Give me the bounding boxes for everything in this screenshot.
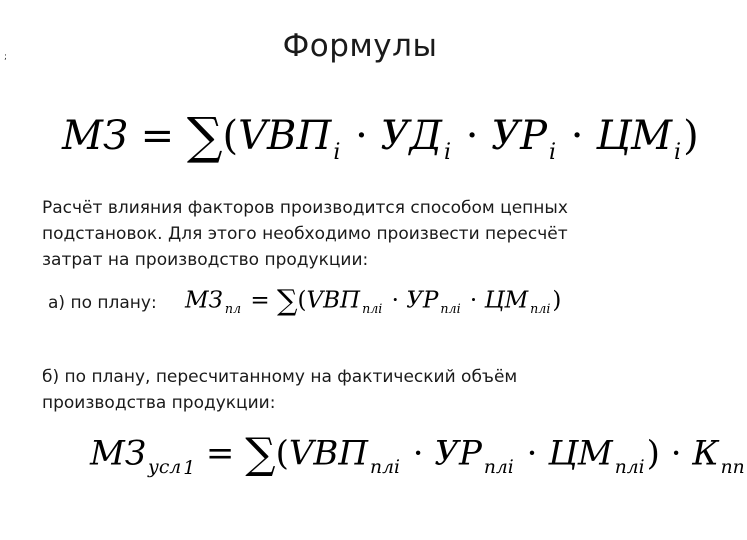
formula-main-term-2: УД	[380, 113, 442, 159]
label-b-line: производства продукции:	[42, 393, 276, 413]
formula-plan-sub-2: плi	[440, 301, 461, 317]
formula-plan-eq: =	[250, 287, 270, 314]
formula-fact-term-3: ЦМ	[548, 433, 613, 474]
formula-fact-eq: =	[205, 433, 235, 474]
formula-plan-close: )	[552, 287, 562, 314]
formula-main-term-1: VВП	[238, 113, 332, 159]
formula-plan-term-1: VВП	[306, 287, 361, 314]
formula-fact-dot-1: ·	[412, 433, 424, 474]
formula-main-sub-4: i	[674, 139, 682, 165]
formula-fact-term-4: К	[692, 433, 719, 474]
formula-main-dot-1: ·	[355, 113, 368, 159]
formula-fact-dot-2: ·	[526, 433, 538, 474]
formula-main-term-4: ЦМ	[596, 113, 673, 159]
formula-main	[62, 107, 699, 165]
formula-fact-sub-4: пп	[720, 457, 745, 479]
formula-main-term-3: УР	[491, 113, 547, 159]
label-plan: а) по плану:	[48, 293, 157, 313]
formula-main-open: (	[222, 113, 239, 159]
formula-fact-sum: ∑	[245, 430, 276, 479]
formula-main-eq: =	[140, 113, 175, 159]
formula-plan-lhs: МЗ	[185, 287, 223, 314]
formula-main-lhs: МЗ	[62, 113, 128, 159]
label-recalculated-plan	[42, 364, 662, 416]
paragraph-line: подстановок. Для этого необходимо произвести пересчёт	[42, 224, 568, 244]
formula-plan-lhs-sub: пл	[224, 301, 242, 317]
label-b-line: б) по плану, пересчитанному на фактический объём	[42, 367, 518, 387]
slide-title: Формулы	[282, 28, 438, 64]
formula-fact-sub-1: плi	[370, 457, 400, 479]
formula-plan-term-2: УР	[406, 287, 439, 314]
formula-plan-term-3: ЦМ	[484, 287, 529, 314]
paragraph-line: затрат на производство продукции:	[42, 250, 369, 270]
formula-fact-sub-3: плi	[614, 457, 645, 479]
formula-plan-sub-3: плi	[530, 301, 551, 317]
formula-fact-term-2: УР	[434, 433, 482, 474]
formula-fact-close: )	[646, 433, 660, 474]
formula-plan-sum: ∑	[277, 283, 298, 317]
formula-fact-term-1: VВП	[288, 433, 369, 474]
formula-plan-dot-1: ·	[391, 287, 399, 314]
formula-fact-lhs-sub: усл	[148, 457, 182, 479]
formula-main-close: )	[683, 113, 699, 159]
formula-recalculated	[90, 430, 747, 479]
paragraph-line: Расчёт влияния факторов производится способом цепных	[42, 198, 568, 218]
formula-main-dot-2: ·	[465, 113, 479, 159]
formula-fact-lhs-sub2: 1	[183, 457, 196, 479]
formula-fact-dot-3: ·	[670, 433, 682, 474]
formula-main-sum: ∑	[186, 107, 223, 165]
formula-fact-lhs: МЗ	[90, 433, 146, 474]
formula-plan-open: (	[297, 287, 307, 314]
formula-main-sub-1: i	[333, 139, 341, 165]
formula-plan	[185, 283, 561, 317]
corner-mark: ;	[4, 52, 8, 62]
formula-main-sub-2: i	[443, 139, 452, 165]
formula-main-dot-3: ·	[570, 113, 584, 159]
formula-main-sub-3: i	[549, 139, 557, 165]
formula-plan-dot-2: ·	[469, 287, 478, 314]
formula-fact-sub-2: плi	[483, 457, 514, 479]
intro-paragraph	[42, 195, 662, 273]
formula-fact-open: (	[275, 433, 289, 474]
formula-plan-sub-1: плi	[362, 301, 383, 317]
